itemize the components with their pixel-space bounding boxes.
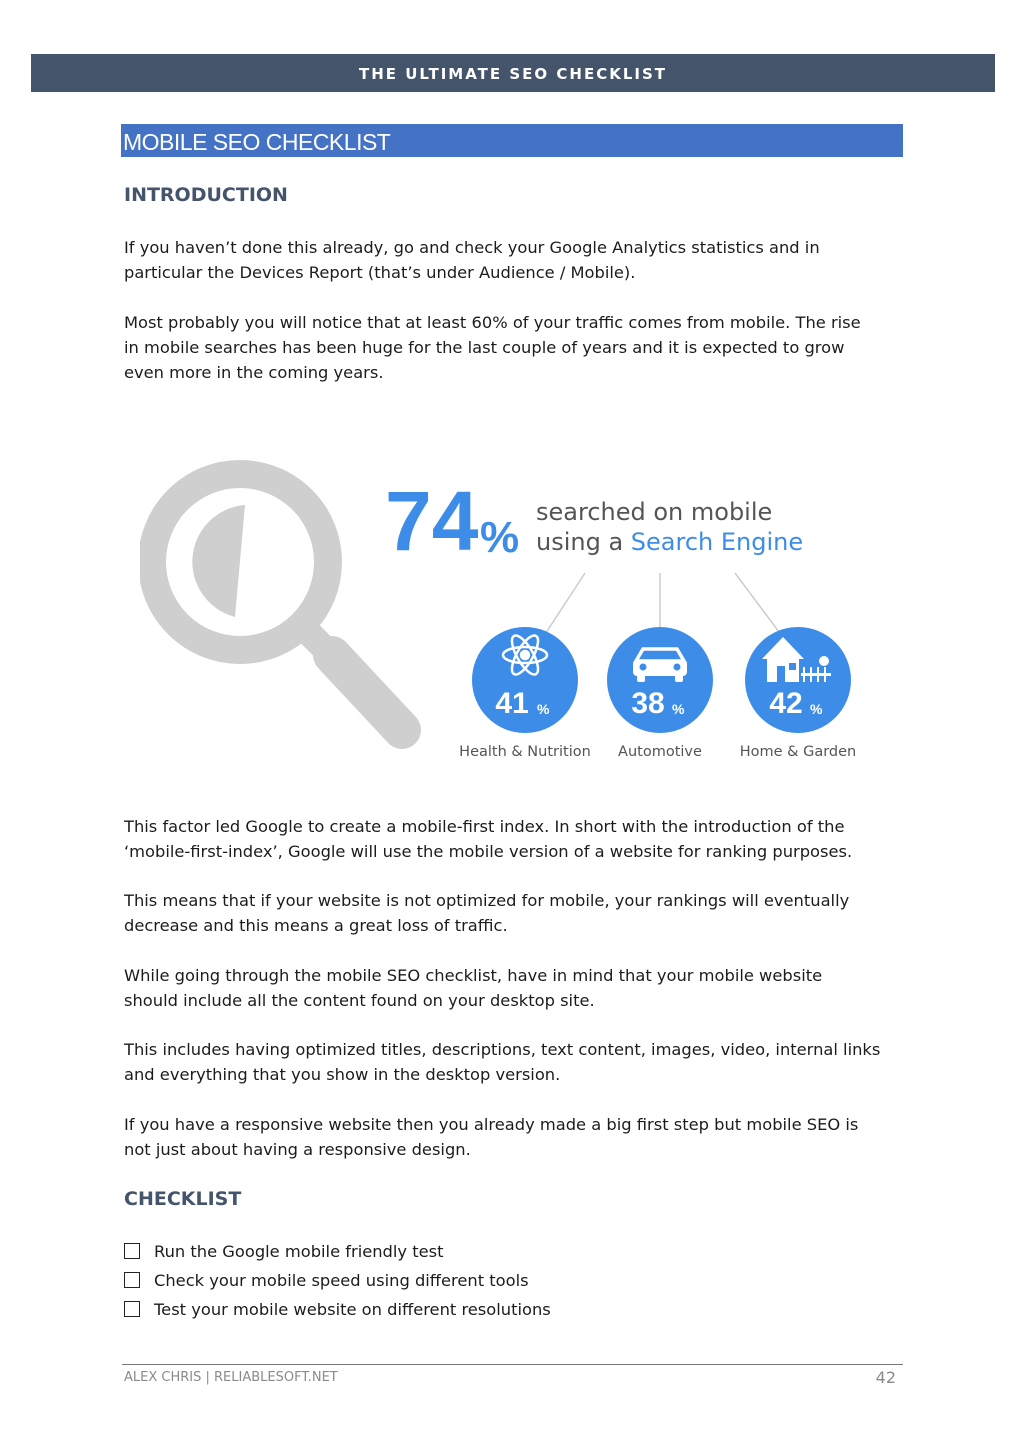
footer-divider [122, 1364, 903, 1365]
checklist-item[interactable]: Run the Google mobile friendly test [124, 1239, 444, 1264]
body-paragraph-4: This means that if your website is not optimized for mobile, your rankings will eventually decrease and this means a great loss of traffic. [124, 891, 850, 935]
checkbox[interactable] [124, 1243, 140, 1259]
stat-value-automotive: 38 [631, 687, 665, 720]
stat-value-health: 41 [495, 687, 529, 720]
intro-paragraph-2: Most probably you will notice that at least 60% of your traffic comes from mobile. The rise in mobile searches has been huge for the last couple of years and it is expected to grow even more in the coming years. [124, 313, 861, 382]
stat-label-home: Home & Garden [739, 744, 857, 760]
body-paragraph-7: If you have a responsive website then you already made a big first step but mobile SEO is not just about having a responsive design. [124, 1115, 859, 1159]
body-paragraph-6: This includes having optimized titles, descriptions, text content, images, video, internal links and everything that you show in the desktop version. [124, 1040, 881, 1084]
stat-health-nutrition [459, 627, 591, 760]
stat-home-garden [740, 627, 857, 760]
intro-paragraph-1: If you haven’t done this already, go and check your Google Analytics statistics and in particular the Devices Report (that’s under Audience / Mobile). [124, 238, 820, 282]
stat-label-health: Health & Nutrition [459, 744, 591, 760]
svg-text:%: % [810, 701, 823, 717]
introduction-heading: INTRODUCTION [124, 184, 288, 206]
document-header: THE ULTIMATE SEO CHECKLIST [31, 54, 995, 92]
svg-text:%: % [672, 701, 685, 717]
big-percent-value: 74 [385, 474, 479, 568]
stat-label-automotive: Automotive [618, 744, 702, 760]
checklist-item[interactable]: Test your mobile website on different resolutions [124, 1297, 551, 1322]
svg-text:%: % [537, 701, 550, 717]
big-percent-sign: % [480, 513, 520, 562]
magnifier-icon [152, 474, 402, 730]
headline-line-2: using a Search Engine [536, 528, 804, 556]
checkbox[interactable] [124, 1301, 140, 1317]
footer-author: ALEX CHRIS | RELIABLESOFT.NET [124, 1370, 338, 1385]
checklist-heading: CHECKLIST [124, 1188, 242, 1210]
mobile-search-infographic [140, 445, 890, 775]
section-title: MOBILE SEO CHECKLIST [121, 124, 903, 157]
checklist-item[interactable]: Check your mobile speed using different tools [124, 1268, 529, 1293]
body-paragraph-3: This factor led Google to create a mobile-first index. In short with the introduction of the ‘mobile-first-index’, Google will use the mobile version of a website for ranking purposes. [124, 817, 853, 861]
stat-automotive [607, 627, 713, 760]
page-number: 42 [875, 1368, 896, 1387]
checkbox[interactable] [124, 1272, 140, 1288]
headline-line-1: searched on mobile [536, 498, 773, 526]
stat-value-home: 42 [769, 687, 803, 720]
body-paragraph-5: While going through the mobile SEO checklist, have in mind that your mobile website should include all the content found on your desktop site. [124, 966, 823, 1010]
